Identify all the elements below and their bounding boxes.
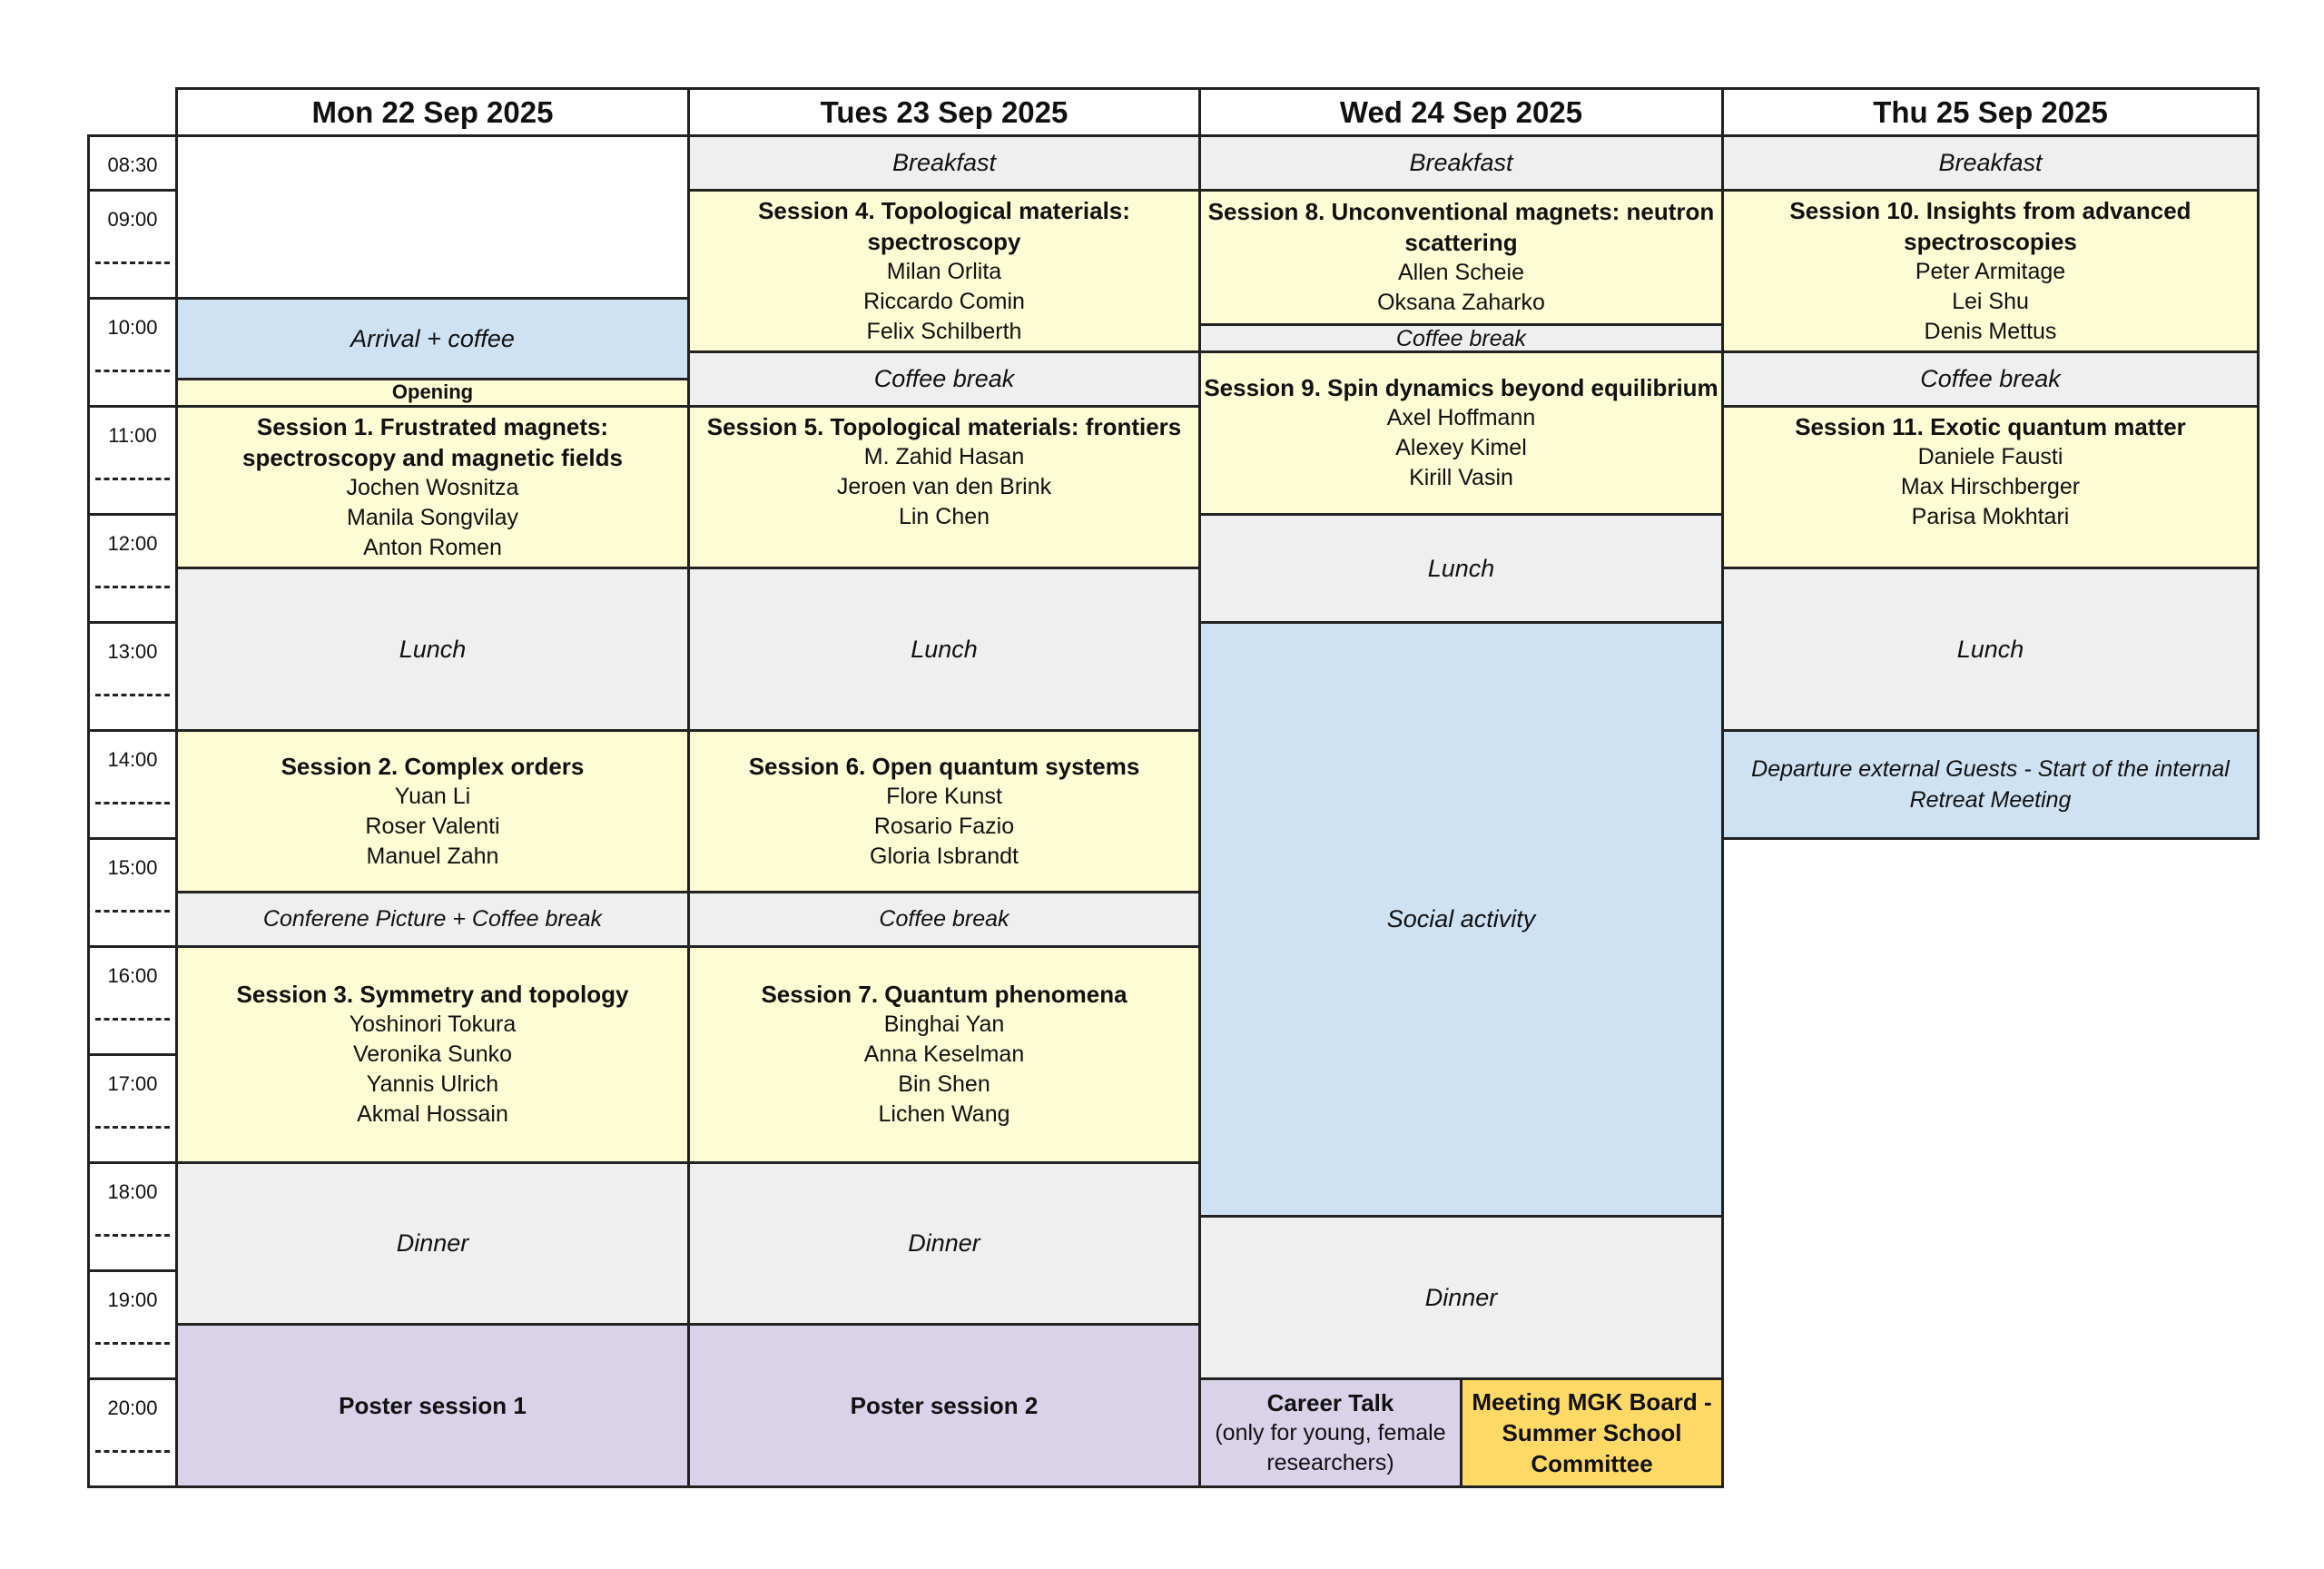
half-hour-divider bbox=[95, 1126, 170, 1129]
time-label: 11:00 bbox=[108, 423, 157, 447]
time-label: 15:00 bbox=[107, 855, 158, 879]
time-slot bbox=[87, 189, 178, 300]
half-hour-divider bbox=[95, 262, 170, 264]
event-line: spectroscopies bbox=[1904, 227, 2077, 255]
event-title: Session 8. Unconventional magnets: neutron bbox=[1207, 198, 1715, 226]
event-line: Committee bbox=[1531, 1449, 1653, 1477]
speaker-name: Manila Songvilay bbox=[347, 504, 518, 530]
day-header: Mon 22 Sep 2025 bbox=[175, 87, 690, 137]
speaker-name: Gloria Isbrandt bbox=[870, 843, 1019, 869]
event-title: Social activity bbox=[1386, 905, 1536, 933]
speaker-name: Lichen Wang bbox=[878, 1101, 1010, 1127]
break-block bbox=[1198, 323, 1724, 353]
speaker-name: Veronika Sunko bbox=[352, 1041, 513, 1067]
day-header: Thu 25 Sep 2025 bbox=[1721, 87, 2260, 137]
break-block bbox=[1198, 621, 1724, 1219]
speaker-name: Anna Keselman bbox=[863, 1041, 1025, 1067]
event-title: Coffee break bbox=[1920, 365, 2061, 393]
break-block bbox=[175, 1161, 690, 1327]
speaker-name: Anton Romen bbox=[363, 534, 502, 560]
time-slot bbox=[87, 405, 178, 516]
event-line: Retreat Meeting bbox=[1909, 786, 2072, 813]
speaker-name: Alexey Kimel bbox=[1395, 435, 1527, 461]
event-title: Session 5. Topological materials: frontiers bbox=[706, 413, 1182, 441]
speaker-name: Bin Shen bbox=[898, 1071, 990, 1097]
event-title: Lunch bbox=[1427, 554, 1495, 582]
event-line: (only for young, female bbox=[1215, 1419, 1446, 1446]
session-block bbox=[175, 405, 690, 570]
half-hour-divider bbox=[95, 478, 170, 480]
speaker-name: Riccardo Comin bbox=[863, 288, 1025, 314]
session-block bbox=[1198, 189, 1724, 327]
event-title: Dinner bbox=[908, 1229, 980, 1258]
time-label: 12:00 bbox=[107, 531, 158, 555]
time-slot bbox=[87, 729, 178, 840]
speaker-name: Jochen Wosnitza bbox=[346, 474, 519, 500]
break-block bbox=[687, 350, 1201, 408]
session-block bbox=[687, 189, 1201, 354]
event-title: Session 9. Spin dynamics beyond equilibrium bbox=[1204, 374, 1718, 402]
break-block bbox=[1721, 567, 2260, 732]
event-title: Opening bbox=[391, 380, 474, 404]
time-label: 16:00 bbox=[107, 963, 158, 987]
event-title: Coffee break bbox=[873, 365, 1015, 393]
time-slot bbox=[87, 297, 178, 408]
event-title: Lunch bbox=[399, 635, 467, 663]
event-title: Lunch bbox=[911, 635, 978, 663]
session-block bbox=[1721, 405, 2260, 570]
time-label: 19:00 bbox=[107, 1288, 158, 1311]
session-block bbox=[687, 405, 1201, 570]
event-title: Breakfast bbox=[1409, 149, 1513, 177]
time-label: 14:00 bbox=[107, 747, 158, 771]
speaker-name: Parisa Mokhtari bbox=[1911, 504, 2070, 530]
event-title: Session 1. Frustrated magnets: bbox=[256, 412, 609, 440]
break-block bbox=[1721, 350, 2260, 408]
session-block bbox=[687, 1323, 1201, 1488]
event-title: Session 2. Complex orders bbox=[281, 752, 585, 780]
break-block bbox=[687, 1161, 1201, 1327]
break-block bbox=[687, 134, 1201, 192]
break-block bbox=[1721, 134, 2260, 192]
event-title: Coffee break bbox=[879, 906, 1009, 933]
half-hour-divider bbox=[95, 802, 170, 804]
event-title: Conferene Picture + Coffee break bbox=[262, 906, 603, 933]
event-line: researchers) bbox=[1266, 1449, 1394, 1475]
half-hour-divider bbox=[95, 370, 170, 372]
session-block bbox=[1721, 189, 2260, 354]
speaker-name: Lei Shu bbox=[1952, 288, 2029, 314]
speaker-name: Lin Chen bbox=[898, 504, 990, 530]
day-header: Wed 24 Sep 2025 bbox=[1198, 87, 1724, 137]
break-block bbox=[1721, 729, 2260, 840]
time-label: 08:30 bbox=[107, 153, 158, 176]
time-label: 09:00 bbox=[107, 207, 158, 231]
event-line: spectroscopy bbox=[867, 227, 1021, 255]
half-hour-divider bbox=[95, 1234, 170, 1237]
half-hour-divider bbox=[95, 586, 170, 588]
event-title: Dinner bbox=[1424, 1283, 1498, 1311]
event-line: scattering bbox=[1404, 229, 1518, 257]
time-slot bbox=[87, 1053, 178, 1164]
session-block bbox=[687, 945, 1201, 1164]
empty-slot bbox=[175, 134, 690, 300]
event-title: Session 3. Symmetry and topology bbox=[236, 981, 629, 1008]
event-title: Coffee break bbox=[1395, 325, 1527, 351]
day-header: Tues 23 Sep 2025 bbox=[687, 87, 1201, 137]
break-block bbox=[175, 297, 690, 380]
break-block bbox=[175, 891, 690, 948]
time-label: 17:00 bbox=[107, 1071, 158, 1095]
time-label: 10:00 bbox=[107, 315, 158, 339]
event-title: Session 11. Exotic quantum matter bbox=[1795, 413, 2186, 441]
event-title: Breakfast bbox=[1938, 149, 2043, 177]
break-block bbox=[175, 378, 690, 408]
half-hour-divider bbox=[95, 1450, 170, 1453]
event-title: Breakfast bbox=[891, 149, 997, 177]
break-block bbox=[687, 891, 1201, 948]
event-title: Session 4. Topological materials: bbox=[758, 196, 1130, 224]
time-slot bbox=[87, 1269, 178, 1380]
event-title: Poster session 1 bbox=[339, 1391, 527, 1419]
break-block bbox=[1198, 513, 1724, 624]
speaker-name: Yuan Li bbox=[394, 783, 471, 809]
event-title: Meeting MGK Board - bbox=[1472, 1387, 1712, 1416]
time-slot bbox=[87, 945, 178, 1056]
speaker-name: Kirill Vasin bbox=[1409, 465, 1513, 491]
time-label: 13:00 bbox=[107, 639, 158, 663]
break-block bbox=[175, 567, 690, 732]
speaker-name bbox=[941, 532, 948, 562]
event-title: Session 7. Quantum phenomena bbox=[761, 981, 1128, 1008]
event-title: Session 10. Insights from advanced bbox=[1789, 196, 2191, 224]
event-line: spectroscopy and magnetic fields bbox=[241, 443, 623, 471]
session-block bbox=[1198, 350, 1724, 516]
break-block bbox=[687, 567, 1201, 732]
speaker-name: Peter Armitage bbox=[1915, 258, 2066, 284]
half-hour-divider bbox=[95, 1342, 170, 1345]
speaker-name: Manuel Zahn bbox=[366, 843, 499, 869]
time-slot bbox=[87, 1377, 178, 1488]
speaker-name: Yoshinori Tokura bbox=[349, 1011, 517, 1037]
time-slot bbox=[87, 621, 178, 732]
speaker-name: Akmal Hossain bbox=[357, 1101, 508, 1127]
speaker-name: Binghai Yan bbox=[883, 1011, 1005, 1037]
session-block bbox=[175, 1323, 690, 1488]
break-block bbox=[1198, 134, 1724, 192]
half-hour-divider bbox=[95, 1018, 170, 1021]
event-title: Dinner bbox=[396, 1229, 469, 1258]
speaker-name: Daniele Fausti bbox=[1917, 444, 2063, 470]
session-block bbox=[175, 729, 690, 894]
session-block bbox=[687, 729, 1201, 894]
speaker-name: M. Zahid Hasan bbox=[863, 444, 1025, 470]
speaker-name: Felix Schilberth bbox=[866, 318, 1022, 344]
time-label: 18:00 bbox=[107, 1179, 158, 1203]
speaker-name: Rosario Fazio bbox=[873, 813, 1015, 839]
half-hour-divider bbox=[95, 910, 170, 913]
speaker-name: Yannis Ulrich bbox=[366, 1071, 499, 1097]
event-title: Departure external Guests - Start of the internal bbox=[1751, 755, 2230, 782]
speaker-name: Jeroen van den Brink bbox=[836, 474, 1052, 500]
time-slot bbox=[87, 134, 178, 192]
event-title: Session 6. Open quantum systems bbox=[748, 752, 1140, 780]
event-title: Arrival + coffee bbox=[350, 324, 515, 352]
speaker-name: Axel Hoffmann bbox=[1386, 405, 1536, 431]
speaker-name: Flore Kunst bbox=[886, 783, 1002, 809]
session-block bbox=[175, 945, 690, 1164]
speaker-name: Oksana Zaharko bbox=[1377, 290, 1545, 316]
event-title: Career Talk bbox=[1266, 1388, 1394, 1416]
event-title: Lunch bbox=[1956, 635, 2024, 663]
speaker-name bbox=[1987, 532, 1994, 562]
time-slot bbox=[87, 513, 178, 624]
speaker-name: Max Hirschberger bbox=[1900, 474, 2081, 500]
time-slot bbox=[87, 1161, 178, 1272]
speaker-name: Roser Valenti bbox=[365, 813, 500, 839]
session-block bbox=[1460, 1377, 1724, 1488]
speaker-name: Denis Mettus bbox=[1924, 318, 2057, 344]
half-hour-divider bbox=[95, 694, 170, 696]
time-slot bbox=[87, 837, 178, 948]
event-title: Poster session 2 bbox=[850, 1391, 1039, 1419]
event-line: Summer School bbox=[1502, 1418, 1682, 1446]
break-block bbox=[1198, 1215, 1724, 1380]
speaker-name: Milan Orlita bbox=[886, 258, 1002, 284]
session-block bbox=[1198, 1377, 1462, 1488]
time-label: 20:00 bbox=[107, 1396, 158, 1419]
speaker-name: Allen Scheie bbox=[1398, 260, 1524, 286]
